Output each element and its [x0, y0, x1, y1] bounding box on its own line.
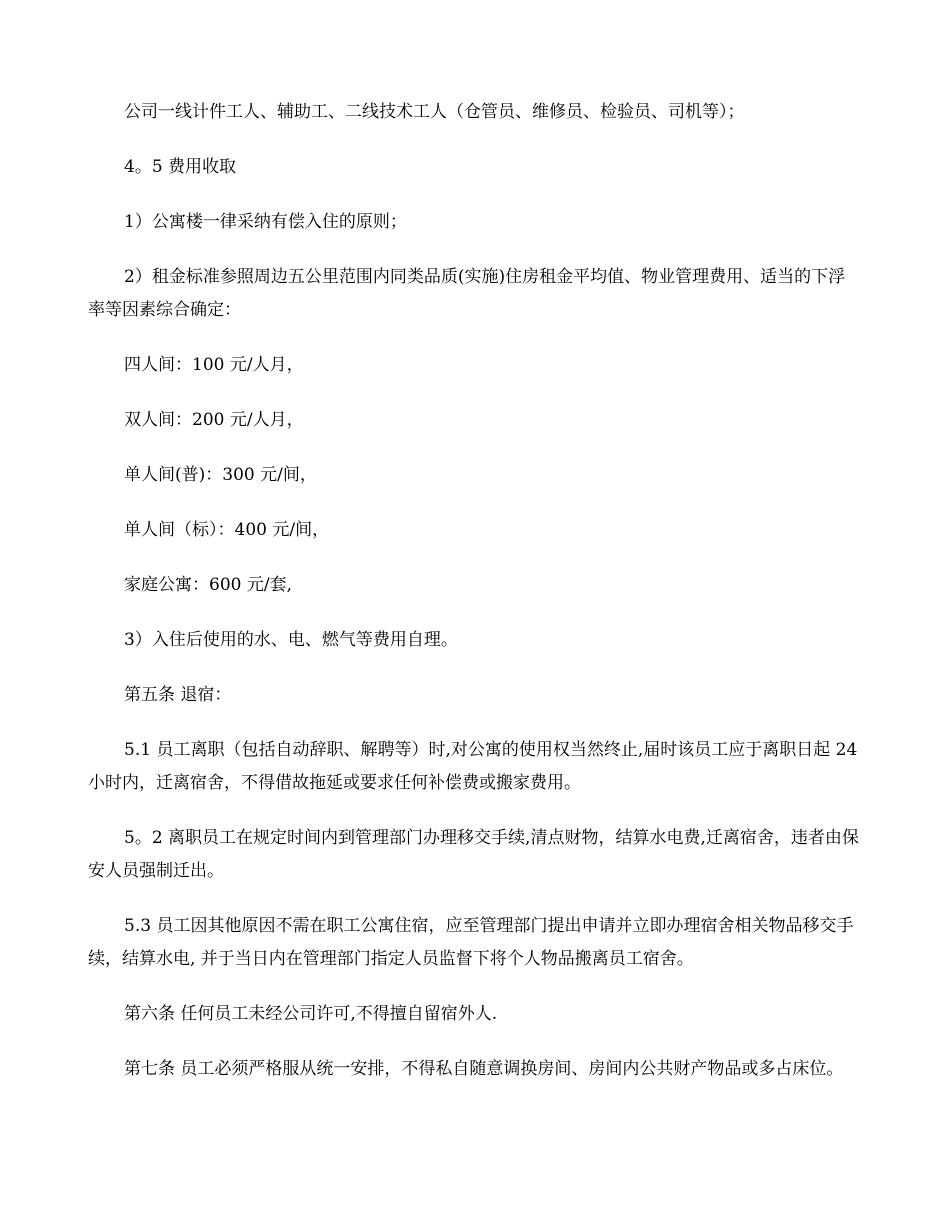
paragraph-rate-single-standard: 单人间(普)：300 元/间，: [124, 465, 317, 485]
document-body: [88, 96, 860, 1108]
paragraph-article-six: 第六条 任何员工未经公司许可,不得擅自留宿外人.: [124, 1004, 498, 1024]
paragraph-article-seven: 第七条 员工必须严格服从统一安排，不得私自随意调换房间、房间内公共财产物品或多占床位。: [124, 1059, 844, 1079]
paragraph-eligible-workers: 公司一线计件工人、辅助工、二线技术工人（仓管员、维修员、检验员、司机等）；: [124, 102, 745, 122]
paragraph-rate-family: 家庭公寓：600 元/套,: [124, 575, 292, 595]
paragraph-rate-single-premium: 单人间（标）：400 元/间，: [124, 520, 330, 540]
paragraph-article-five-heading: 第五条 退宿：: [124, 685, 232, 705]
paragraph-rent-standard: 2）租金标准参照周边五公里范围内同类品质(实施)住房租金平均值、物业管理费用、适当的下浮率等因素综合确定：: [88, 267, 846, 320]
paragraph-rate-double: 双人间：200 元/人月，: [124, 410, 304, 430]
paragraph-rate-four-person: 四人间：100 元/人月，: [124, 355, 304, 375]
paragraph-clause-5-3: 5.3 员工因其他原因不需在职工公寓住宿，应至管理部门提出申请并立即办理宿舍相关物品移交手续，结算水电, 并于当日内在管理部门指定人员监督下将个人物品搬离员工宿舍。: [88, 916, 854, 969]
paragraph-paid-principle: 1）公寓楼一律采纳有偿入住的原则；: [124, 212, 407, 232]
paragraph-utilities: 3）入住后使用的水、电、燃气等费用自理。: [124, 630, 458, 650]
paragraph-clause-5-2: 5。2 离职员工在规定时间内到管理部门办理移交手续,清点财物，结算水电费,迁离宿舍，违者由保安人员强制迁出。: [88, 828, 859, 881]
paragraph-clause-5-1: 5.1 员工离职（包括自动辞职、解聘等）时,对公寓的使用权当然终止,届时该员工应于离职日起 24 小时内，迁离宿舍，不得借故拖延或要求任何补偿费或搬家费用。: [88, 740, 858, 793]
paragraph-fee-heading: 4。5 费用收取: [124, 157, 237, 177]
